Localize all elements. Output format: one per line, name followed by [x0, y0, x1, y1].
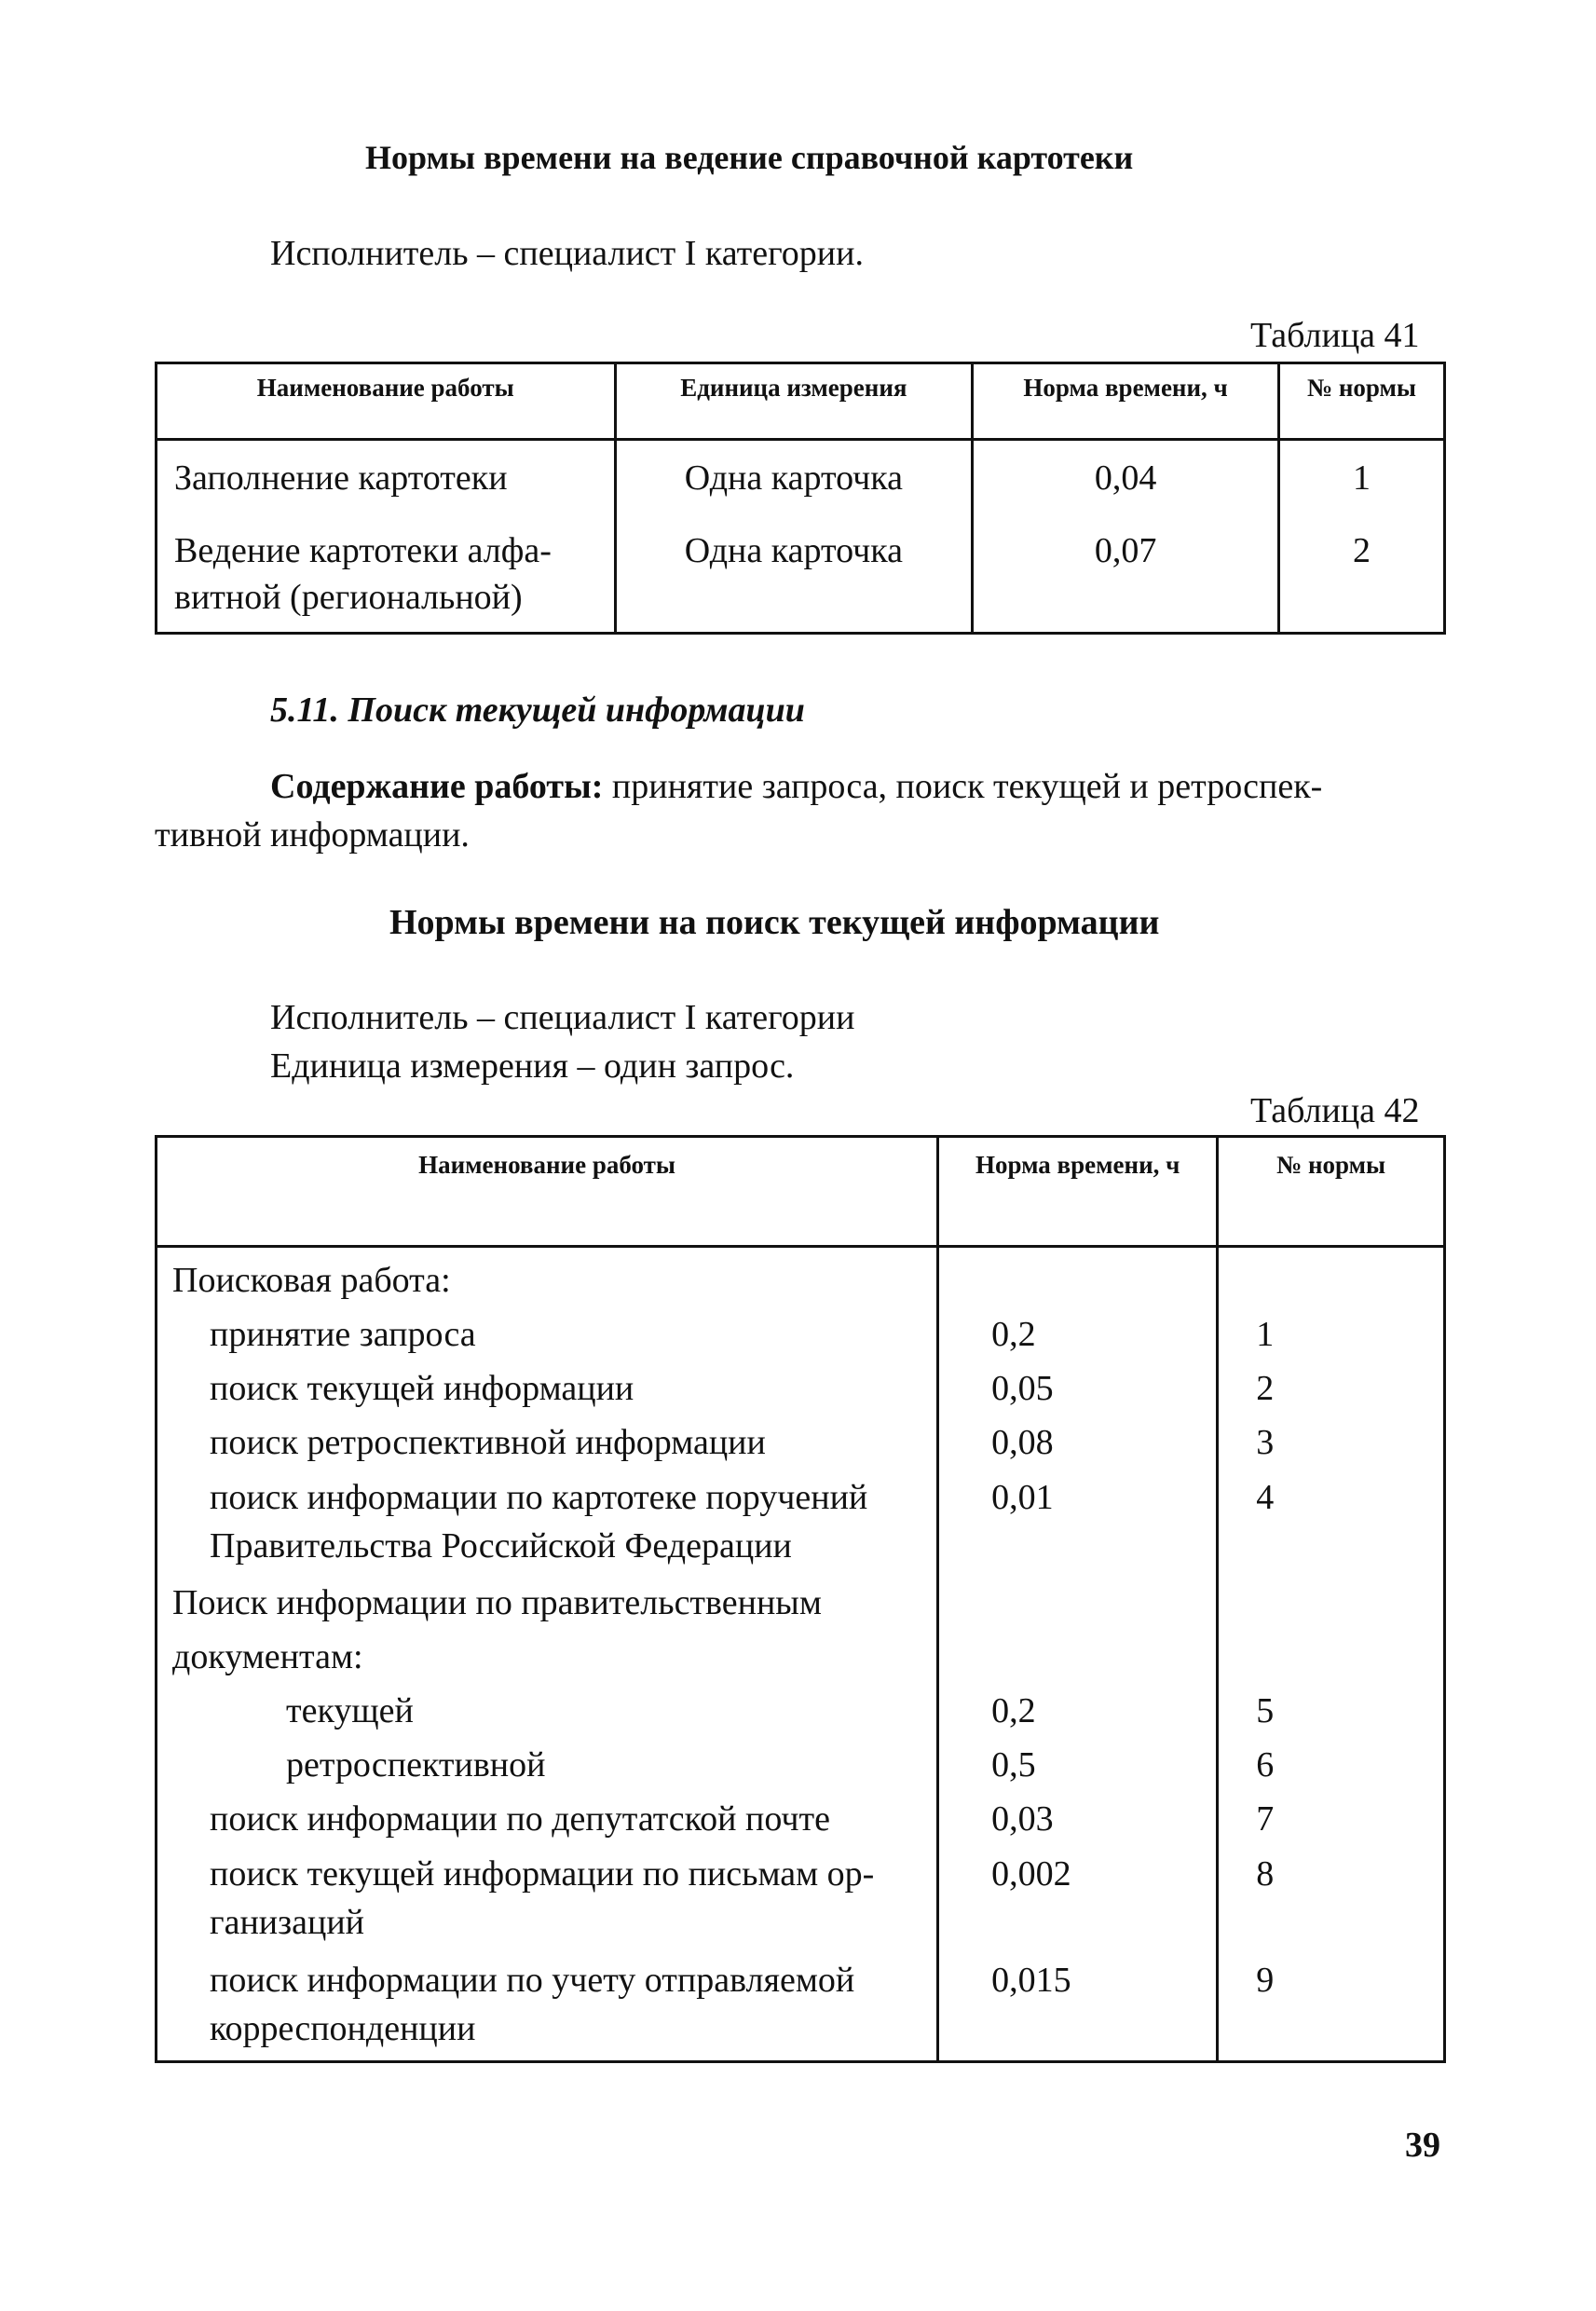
table41-header-name: Наименование работы [157, 363, 616, 440]
table42-caption: Таблица 42 [1250, 1091, 1420, 1130]
table41-row2-name-line2: витной (региональной) [174, 577, 523, 617]
table-row [157, 1576, 1445, 1630]
row-name: текущей [286, 1691, 414, 1730]
table41-header-unit: Единица измерения [615, 363, 973, 440]
table-row [157, 518, 1445, 634]
row-name-line1: поиск текущей информации по письмам ор- [210, 1854, 875, 1894]
table42-heading: Нормы времени на поиск текущей информации [389, 903, 1160, 942]
row-num: 4 [1256, 1478, 1275, 1517]
table41-row2-unit: Одна карточка [684, 530, 903, 570]
table42-executor: Исполнитель – специалист I категории [270, 998, 855, 1037]
row-num: 7 [1256, 1799, 1275, 1839]
table41-caption: Таблица 41 [1250, 316, 1420, 355]
table-row [157, 1470, 1445, 1576]
row-name: поиск текущей информации [210, 1369, 634, 1408]
table-row [157, 1684, 1445, 1738]
row-norm: 0,05 [991, 1369, 1054, 1408]
row-name-line1: поиск информации по учету отправляемой [210, 1961, 855, 2000]
row-name: документам: [172, 1637, 363, 1676]
row-name: ретроспективной [286, 1745, 546, 1785]
table41-row2-name-line1: Ведение картотеки алфа- [174, 530, 552, 570]
row-norm: 0,002 [991, 1854, 1071, 1894]
row-name: поиск информации по депутатской почте [210, 1799, 830, 1839]
row-num: 9 [1256, 1961, 1275, 2000]
row-name-line1: поиск информации по картотеке поручений [210, 1478, 868, 1517]
row-num: 2 [1256, 1369, 1275, 1408]
row-norm: 0,03 [991, 1799, 1054, 1839]
table41-row1-name: Заполнение картотеки [174, 458, 508, 498]
table41 [155, 362, 1446, 635]
table42-unit: Единица измерения – один запрос. [270, 1046, 795, 1086]
row-name: Поиск информации по правительственным [172, 1583, 822, 1622]
table-row [157, 440, 1445, 518]
table-row [157, 1630, 1445, 1684]
table42-header-num: № нормы [1218, 1137, 1445, 1247]
row-name-line2: корреспонденции [210, 2009, 476, 2048]
table42-header-name: Наименование работы [157, 1137, 938, 1247]
table-row [157, 1738, 1445, 1792]
row-name: поиск ретроспективной информации [210, 1423, 766, 1462]
row-norm: 0,2 [991, 1315, 1036, 1354]
table-row [157, 1846, 1445, 1952]
table41-heading: Нормы времени на ведение справочной картотеки [365, 139, 1134, 176]
table-row [157, 1952, 1445, 2062]
table41-row1-num: 1 [1353, 458, 1371, 498]
row-norm: 0,01 [991, 1478, 1054, 1517]
table41-header-norm: Норма времени, ч [973, 363, 1279, 440]
content-label: Содержание работы: [270, 767, 604, 806]
row-norm: 0,015 [991, 1961, 1071, 2000]
row-num: 1 [1256, 1315, 1275, 1354]
content-paragraph [155, 762, 1446, 859]
row-norm: 0,2 [991, 1691, 1036, 1730]
content-text-line2: тивной информации. [155, 815, 470, 855]
section-title: 5.11. Поиск текущей информации [270, 691, 805, 730]
table41-row2-num: 2 [1353, 530, 1371, 570]
table-row [157, 1792, 1445, 1846]
table41-executor: Исполнитель – специалист I категории. [270, 234, 864, 273]
row-name-line2: Правительства Российской Федерации [210, 1526, 792, 1566]
row-name-line2: ганизаций [210, 1903, 365, 1942]
table-row [157, 1307, 1445, 1361]
content-text-line1: принятие запроса, поиск текущей и ретроспек- [603, 767, 1323, 806]
table42 [155, 1135, 1446, 2063]
table-row [157, 1361, 1445, 1415]
table42-header-norm: Норма времени, ч [938, 1137, 1218, 1247]
row-num: 3 [1256, 1423, 1275, 1462]
table-row [157, 1415, 1445, 1470]
row-name: принятие запроса [210, 1315, 476, 1354]
row-num: 8 [1256, 1854, 1275, 1894]
table41-row2-norm: 0,07 [1094, 530, 1157, 570]
row-norm: 0,08 [991, 1423, 1054, 1462]
page-number: 39 [1405, 2126, 1440, 2165]
table41-header-num: № нормы [1279, 363, 1445, 440]
row-name: Поисковая работа: [172, 1261, 451, 1300]
row-num: 5 [1256, 1691, 1275, 1730]
table-row [157, 1247, 1445, 1308]
row-norm: 0,5 [991, 1745, 1036, 1785]
row-num: 6 [1256, 1745, 1275, 1785]
table41-row1-unit: Одна карточка [684, 458, 903, 498]
table41-row1-norm: 0,04 [1094, 458, 1157, 498]
